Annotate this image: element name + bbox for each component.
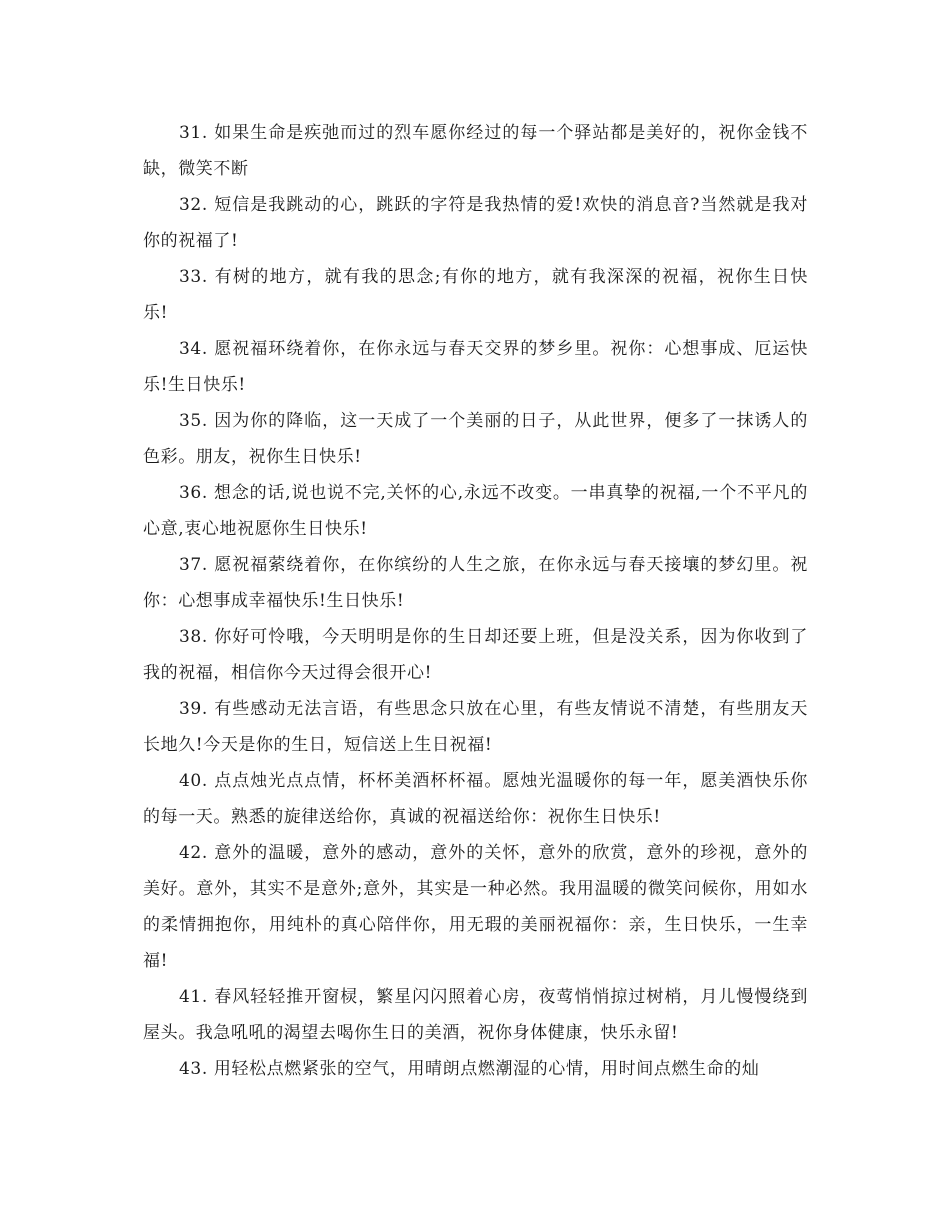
paragraph-42: 42. 意外的温暖，意外的感动，意外的关怀，意外的欣赏，意外的珍视，意外的美好。意外，其实不是意外;意外，其实是一种必然。我用温暖的微笑问候你，用如水的柔情拥抱你，用纯朴的真心陪伴你，用无瑕的美丽祝福你：亲，生日快乐，一生幸福! [143,843,808,971]
paragraph-39: 39. 有些感动无法言语，有些思念只放在心里，有些友情说不清楚，有些朋友天长地久!今天是你的生日，短信送上生日祝福! [143,699,808,755]
paragraph-43: 43. 用轻松点燃紧张的空气，用晴朗点燃潮湿的心情，用时间点燃生命的灿 [179,1059,760,1079]
paragraph-34: 34. 愿祝福环绕着你，在你永远与春天交界的梦乡里。祝你：心想事成、厄运快乐!生日快乐! [143,339,808,395]
paragraph-40: 40. 点点烛光点点情，杯杯美酒杯杯福。愿烛光温暖你的每一年，愿美酒快乐你的每一天。熟悉的旋律送给你，真诚的祝福送给你：祝你生日快乐! [143,771,808,827]
document-body [143,115,808,1087]
paragraph-38: 38. 你好可怜哦，今天明明是你的生日却还要上班，但是没关系，因为你收到了我的祝福，相信你今天过得会很开心! [143,627,808,683]
paragraph-33: 33. 有树的地方，就有我的思念;有你的地方，就有我深深的祝福，祝你生日快乐! [143,267,808,323]
paragraph-36: 36. 想念的话,说也说不完,关怀的心,永远不改变。一串真挚的祝福,一个不平凡的心意,衷心地祝愿你生日快乐! [143,483,808,539]
paragraph-41: 41. 春风轻轻推开窗棂，繁星闪闪照着心房，夜莺悄悄掠过树梢，月儿慢慢绕到屋头。我急吼吼的渴望去喝你生日的美酒，祝你身体健康，快乐永留! [143,987,808,1043]
paragraph-31: 31. 如果生命是疾弛而过的烈车愿你经过的每一个驿站都是美好的，祝你金钱不缺，微笑不断 [143,123,808,179]
paragraph-32: 32. 短信是我跳动的心，跳跃的字符是我热情的爱!欢快的消息音?当然就是我对你的祝福了! [143,195,808,251]
paragraph-35: 35. 因为你的降临，这一天成了一个美丽的日子，从此世界，便多了一抹诱人的色彩。朋友，祝你生日快乐! [143,411,808,467]
paragraph-37: 37. 愿祝福萦绕着你，在你缤纷的人生之旅，在你永远与春天接壤的梦幻里。祝你：心想事成幸福快乐!生日快乐! [143,555,808,611]
